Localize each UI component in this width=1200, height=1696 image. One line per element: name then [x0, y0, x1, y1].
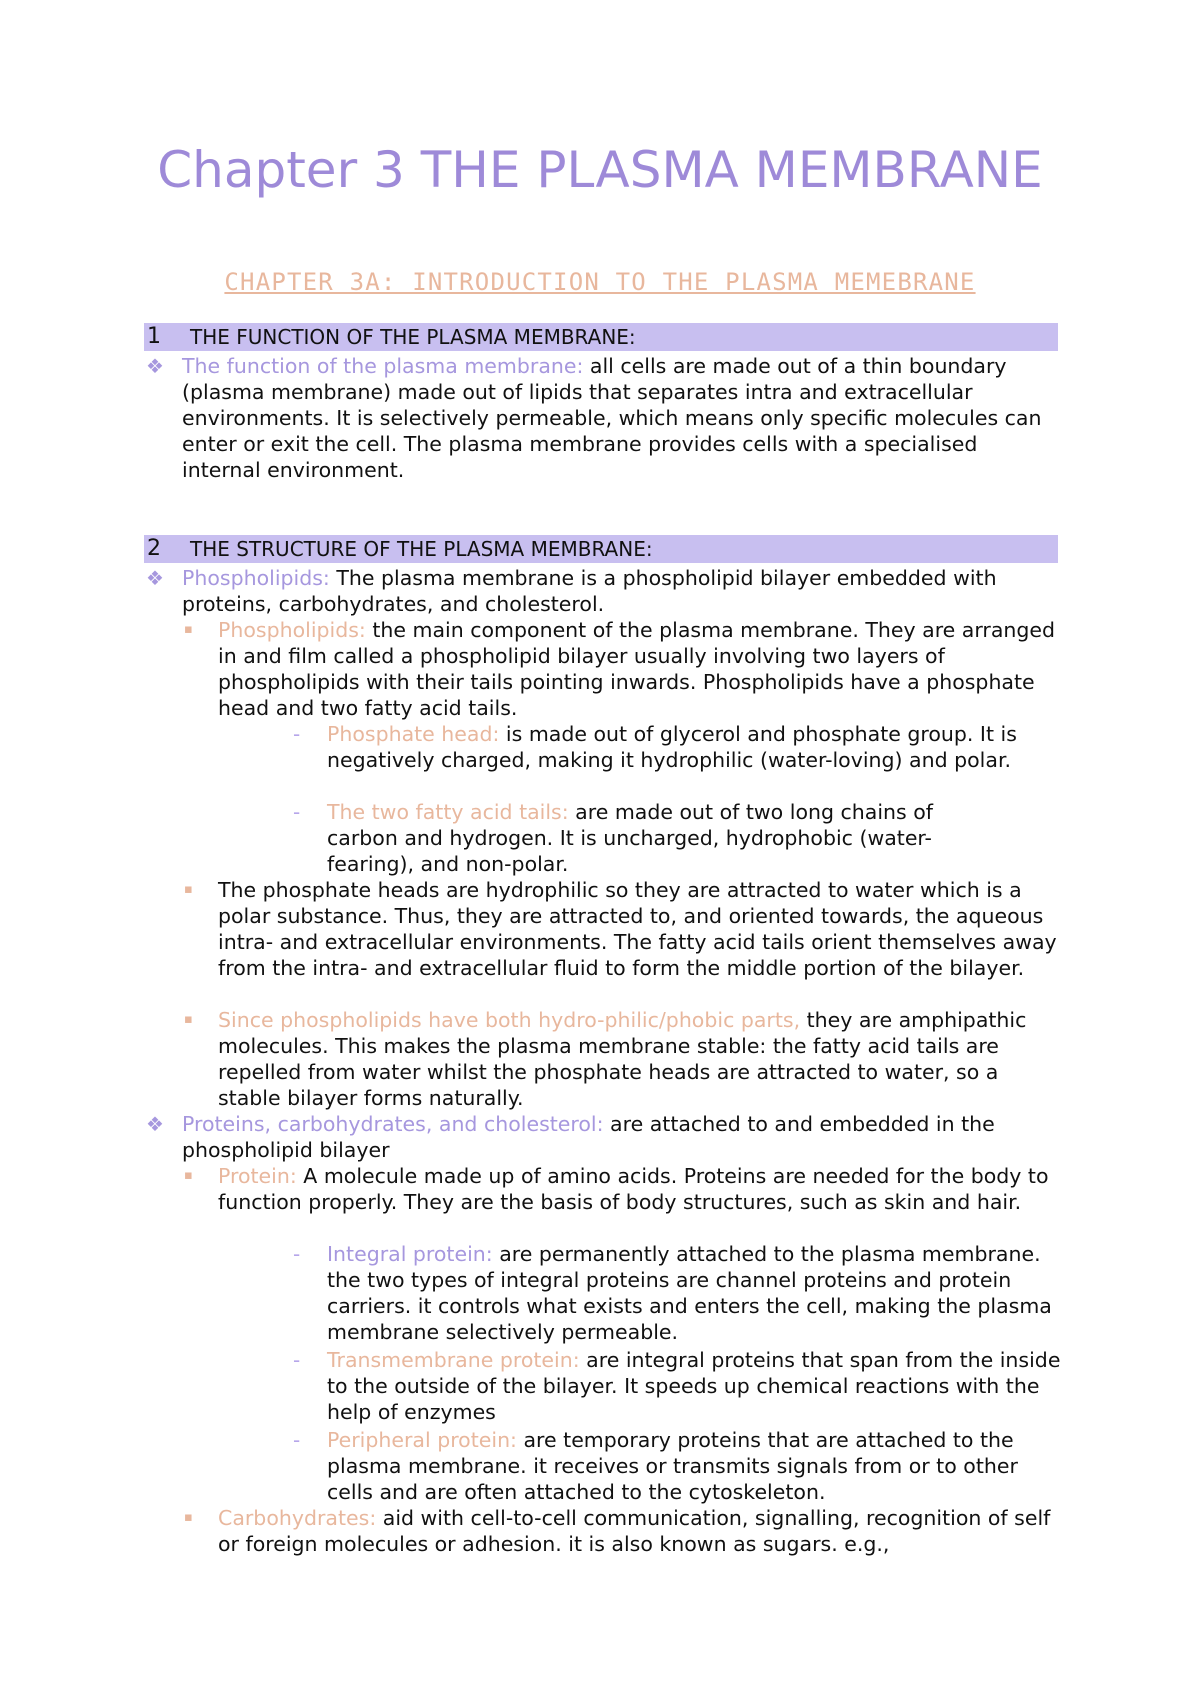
- list-item-phosphate-heads: [218, 877, 1062, 981]
- section-heading-structure: [144, 535, 1058, 563]
- item-label: Integral protein:: [327, 1242, 493, 1266]
- item-text: are attached to and embedded in the phospholipid bilayer: [182, 1112, 995, 1162]
- section-number: 1: [147, 324, 161, 349]
- item-label: Since phospholipids have both hydro-philic/phobic parts,: [218, 1008, 801, 1032]
- list-item-proteins-carbs-cholesterol: [182, 1111, 1062, 1163]
- item-text: they are amphipathic molecules. This makes the plasma membrane stable: the fatty acid tails are repelled from water whilst the phosphate heads are attracted to water, so a stable bilayer forms naturally.: [218, 1008, 1027, 1110]
- dash-bullet-icon: -: [293, 1428, 301, 1452]
- item-label: Phospholipids:: [218, 618, 366, 642]
- dash-bullet-icon: -: [293, 722, 301, 746]
- item-text: is made out of glycerol and phosphate group. It is negatively charged, making it hydrophilic (water-loving) and polar.: [327, 722, 1017, 772]
- section-title: THE FUNCTION OF THE PLASMA MEMBRANE:: [190, 325, 636, 349]
- dash-bullet-icon: -: [293, 800, 301, 824]
- diamond-bullet-icon: ❖: [146, 354, 164, 378]
- chapter-subtitle: CHAPTER 3A: INTRODUCTION TO THE PLASMA MEMEBRANE: [224, 268, 976, 296]
- diamond-bullet-icon: ❖: [146, 566, 164, 590]
- square-bullet-icon: ▪: [184, 622, 193, 637]
- item-text: are temporary proteins that are attached to the plasma membrane. it receives or transmits signals from or to other cells and are often attached to the cytoskeleton.: [327, 1428, 1018, 1504]
- list-item-protein: [218, 1163, 1062, 1215]
- item-text: aid with cell-to-cell communication, signalling, recognition of self or foreign molecules or adhesion. it is also known as sugars. e.g.,: [218, 1506, 1051, 1556]
- item-text: are integral proteins that span from the inside to the outside of the bilayer. It speeds up chemical reactions with the help of enzymes: [327, 1348, 1061, 1424]
- square-bullet-icon: ▪: [184, 1168, 193, 1183]
- list-item-carbohydrates: [218, 1505, 1062, 1557]
- item-label: Peripheral protein:: [327, 1428, 517, 1452]
- item-label: Phospholipids:: [182, 566, 330, 590]
- item-label: Phosphate head:: [327, 722, 500, 746]
- section-heading-function: [144, 323, 1058, 351]
- square-bullet-icon: ▪: [184, 1012, 193, 1027]
- item-label: Proteins, carbohydrates, and cholesterol:: [182, 1112, 604, 1136]
- list-item-integral-protein: [327, 1241, 1062, 1345]
- list-item-transmembrane-protein: [327, 1347, 1062, 1425]
- list-item-phospholipids-detail: [218, 617, 1062, 721]
- item-label: Carbohydrates:: [218, 1506, 377, 1530]
- list-item-phosphate-head: [327, 721, 1062, 773]
- item-text: the main component of the plasma membrane. They are arranged in and film called a phospholipid bilayer usually involving two layers of phospholipids with their tails pointing inwards. Phospholipids have a phosphate head and two fatty acid tails.: [218, 618, 1056, 720]
- diamond-bullet-icon: ❖: [146, 1112, 164, 1136]
- dash-bullet-icon: -: [293, 1348, 301, 1372]
- list-item-amphipathic: [218, 1007, 1062, 1111]
- list-item-function: [182, 353, 1062, 483]
- item-text: The plasma membrane is a phospholipid bilayer embedded with proteins, carbohydrates, and cholesterol.: [182, 566, 997, 616]
- section-number: 2: [147, 536, 161, 561]
- item-label: Protein:: [218, 1164, 297, 1188]
- page-title: Chapter 3 THE PLASMA MEMBRANE: [157, 141, 1043, 199]
- square-bullet-icon: ▪: [184, 1510, 193, 1525]
- square-bullet-icon: ▪: [184, 882, 193, 897]
- item-label: Transmembrane protein:: [327, 1348, 580, 1372]
- item-text: The phosphate heads are hydrophilic so they are attracted to water which is a polar substance. Thus, they are attracted to, and oriented towards, the aqueous intra- and extracellular environments. The fatty acid tails orient themselves away from the intra- and extracellular fluid to form the middle portion of the bilayer.: [218, 878, 1057, 980]
- item-text: A molecule made up of amino acids. Proteins are needed for the body to function properly. They are the basis of body structures, such as skin and hair.: [218, 1164, 1049, 1214]
- item-text: are permanently attached to the plasma membrane. the two types of integral proteins are channel proteins and protein carriers. it controls what exists and enters the cell, making the plasma membrane selectively permeable.: [327, 1242, 1052, 1344]
- list-item-peripheral-protein: [327, 1427, 1062, 1505]
- dash-bullet-icon: -: [293, 1242, 301, 1266]
- item-text: all cells are made out of a thin boundary (plasma membrane) made out of lipids that separates intra and extracellular environments. It is selectively permeable, which means only specific molecules can enter or exit the cell. The plasma membrane provides cells with a specialised internal environment.: [182, 354, 1042, 482]
- item-text: are made out of two long chains of carbon and hydrogen. It is uncharged, hydrophobic (water-fearing), and non-polar.: [327, 800, 933, 876]
- list-item-phospholipids: [182, 565, 1062, 617]
- item-label: The function of the plasma membrane:: [182, 354, 584, 378]
- section-title: THE STRUCTURE OF THE PLASMA MEMBRANE:: [190, 537, 653, 561]
- item-label: The two fatty acid tails:: [327, 800, 569, 824]
- list-item-fatty-acid-tails: [327, 799, 1007, 877]
